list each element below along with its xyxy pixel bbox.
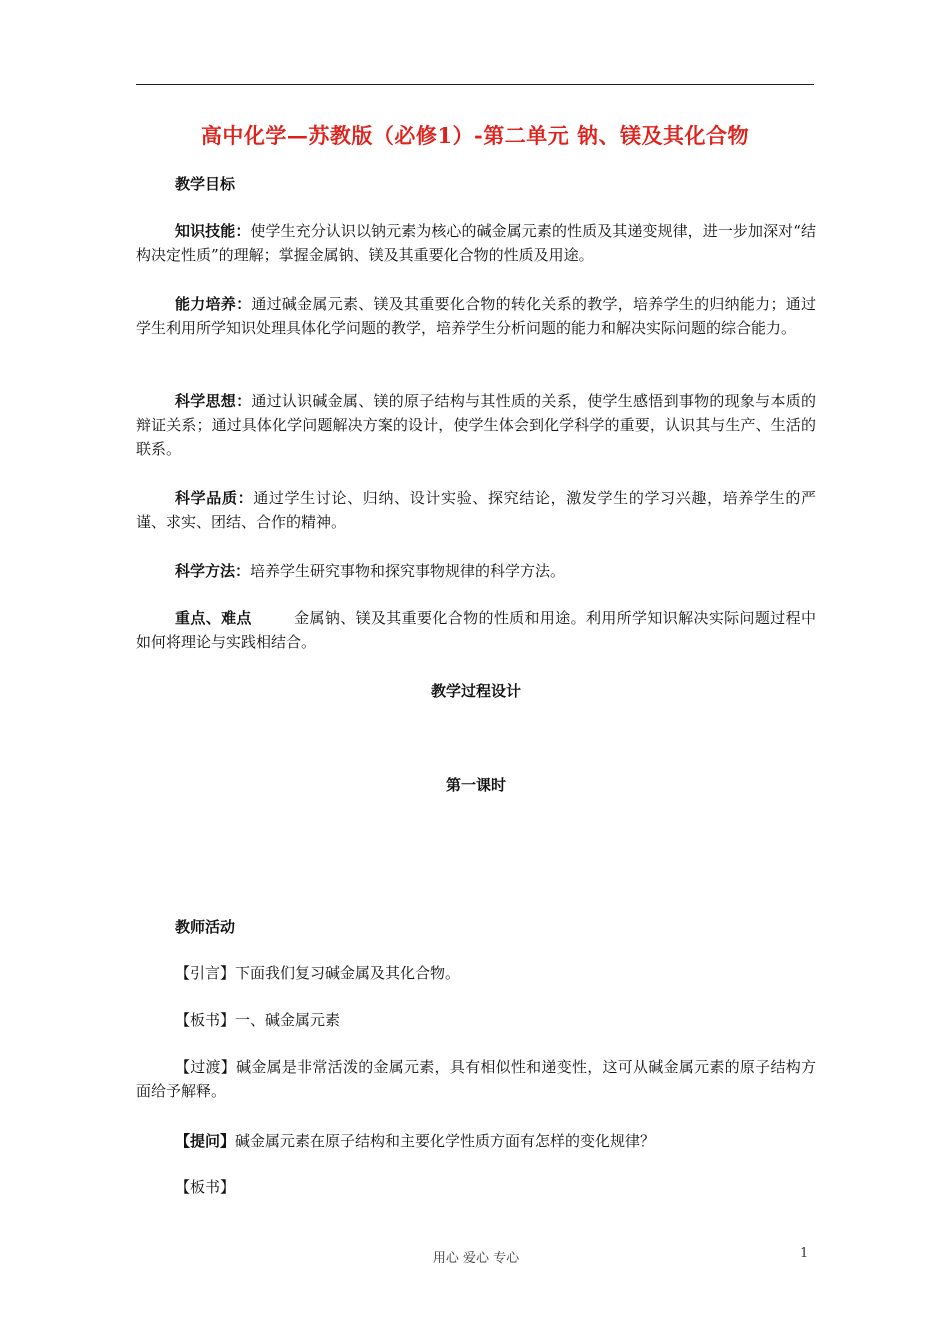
objective-label: 科学品质： [175,489,254,507]
objective-text: 培养学生研究事物和探究事物规律的科学方法。 [250,562,566,580]
objective-label: 科学思想： [175,392,252,410]
objective-ability [136,292,816,340]
activity-introduction [136,961,816,985]
key-points [136,606,816,654]
activity-tag: 【过渡】 [175,1058,237,1076]
activity-tag: 【提问】 [175,1132,236,1150]
key-points-text: 金属钠、镁及其重要化合物的性质和用途。利用所学知识解决实际问题过程中如何将理论与实践相结合。 [136,609,816,651]
objective-knowledge [136,219,816,267]
activity-question [136,1129,816,1153]
activity-tag: 【板书】 [175,1178,236,1196]
activity-text: 一、碱金属元素 [235,1011,341,1029]
activity-tag: 【板书】 [175,1011,236,1029]
activity-board-note [136,1008,816,1032]
activity-text: 碱金属元素在原子结构和主要化学性质方面有怎样的变化规律？ [235,1132,656,1150]
activity-tag: 【引言】 [175,964,236,982]
objective-text: 通过认识碱金属、镁的原子结构与其性质的关系，使学生感悟到事物的现象与本质的辩证关系；通过具体化学问题解决方案的设计，使学生体会到化学科学的重要，认识其与生产、生活的联系。 [136,392,816,458]
key-points-label: 重点、难点 [175,609,252,627]
objective-text: 使学生充分认识以钠元素为核心的碱金属元素的性质及其递变规律，进一步加深对“结构决定性质”的理解；掌握金属钠、镁及其重要化合物的性质及用途。 [136,222,816,264]
objective-label: 科学方法： [175,562,251,580]
activity-text: 碱金属是非常活泼的金属元素，具有相似性和递变性，这可从碱金属元素的原子结构方面给予解释。 [136,1058,816,1100]
activity-text: 下面我们复习碱金属及其化合物。 [235,964,461,982]
objective-quality [136,486,816,534]
activity-board-note-2 [136,1175,816,1199]
lesson-heading: 第一课时 [445,776,506,794]
objective-thinking [136,389,816,461]
footer-slogan: 用心 爱心 专心 [432,1251,520,1266]
objective-label: 能力培养： [175,295,252,313]
objective-method [136,559,816,583]
objective-text: 通过碱金属元素、镁及其重要化合物的转化关系的教学，培养学生的归纳能力；通过学生利用所学知识处理具体化学问题的教学，培养学生分析问题的能力和解决实际问题的综合能力。 [136,295,816,337]
document-title: 高中化学—苏教版（必修1）-第二单元 钠、镁及其化合物 [200,123,750,148]
process-heading: 教学过程设计 [430,682,521,700]
activity-transition [136,1055,816,1103]
objective-text: 通过学生讨论、归纳、设计实验、探究结论，激发学生的学习兴趣，培养学生的严谨、求实、团结、合作的精神。 [136,489,816,531]
page-number: 1 [800,1246,809,1261]
objective-label: 知识技能： [175,222,251,240]
objectives-heading: 教学目标 [175,175,236,193]
teacher-activity-heading: 教师活动 [175,918,236,936]
header-rule [136,84,814,85]
